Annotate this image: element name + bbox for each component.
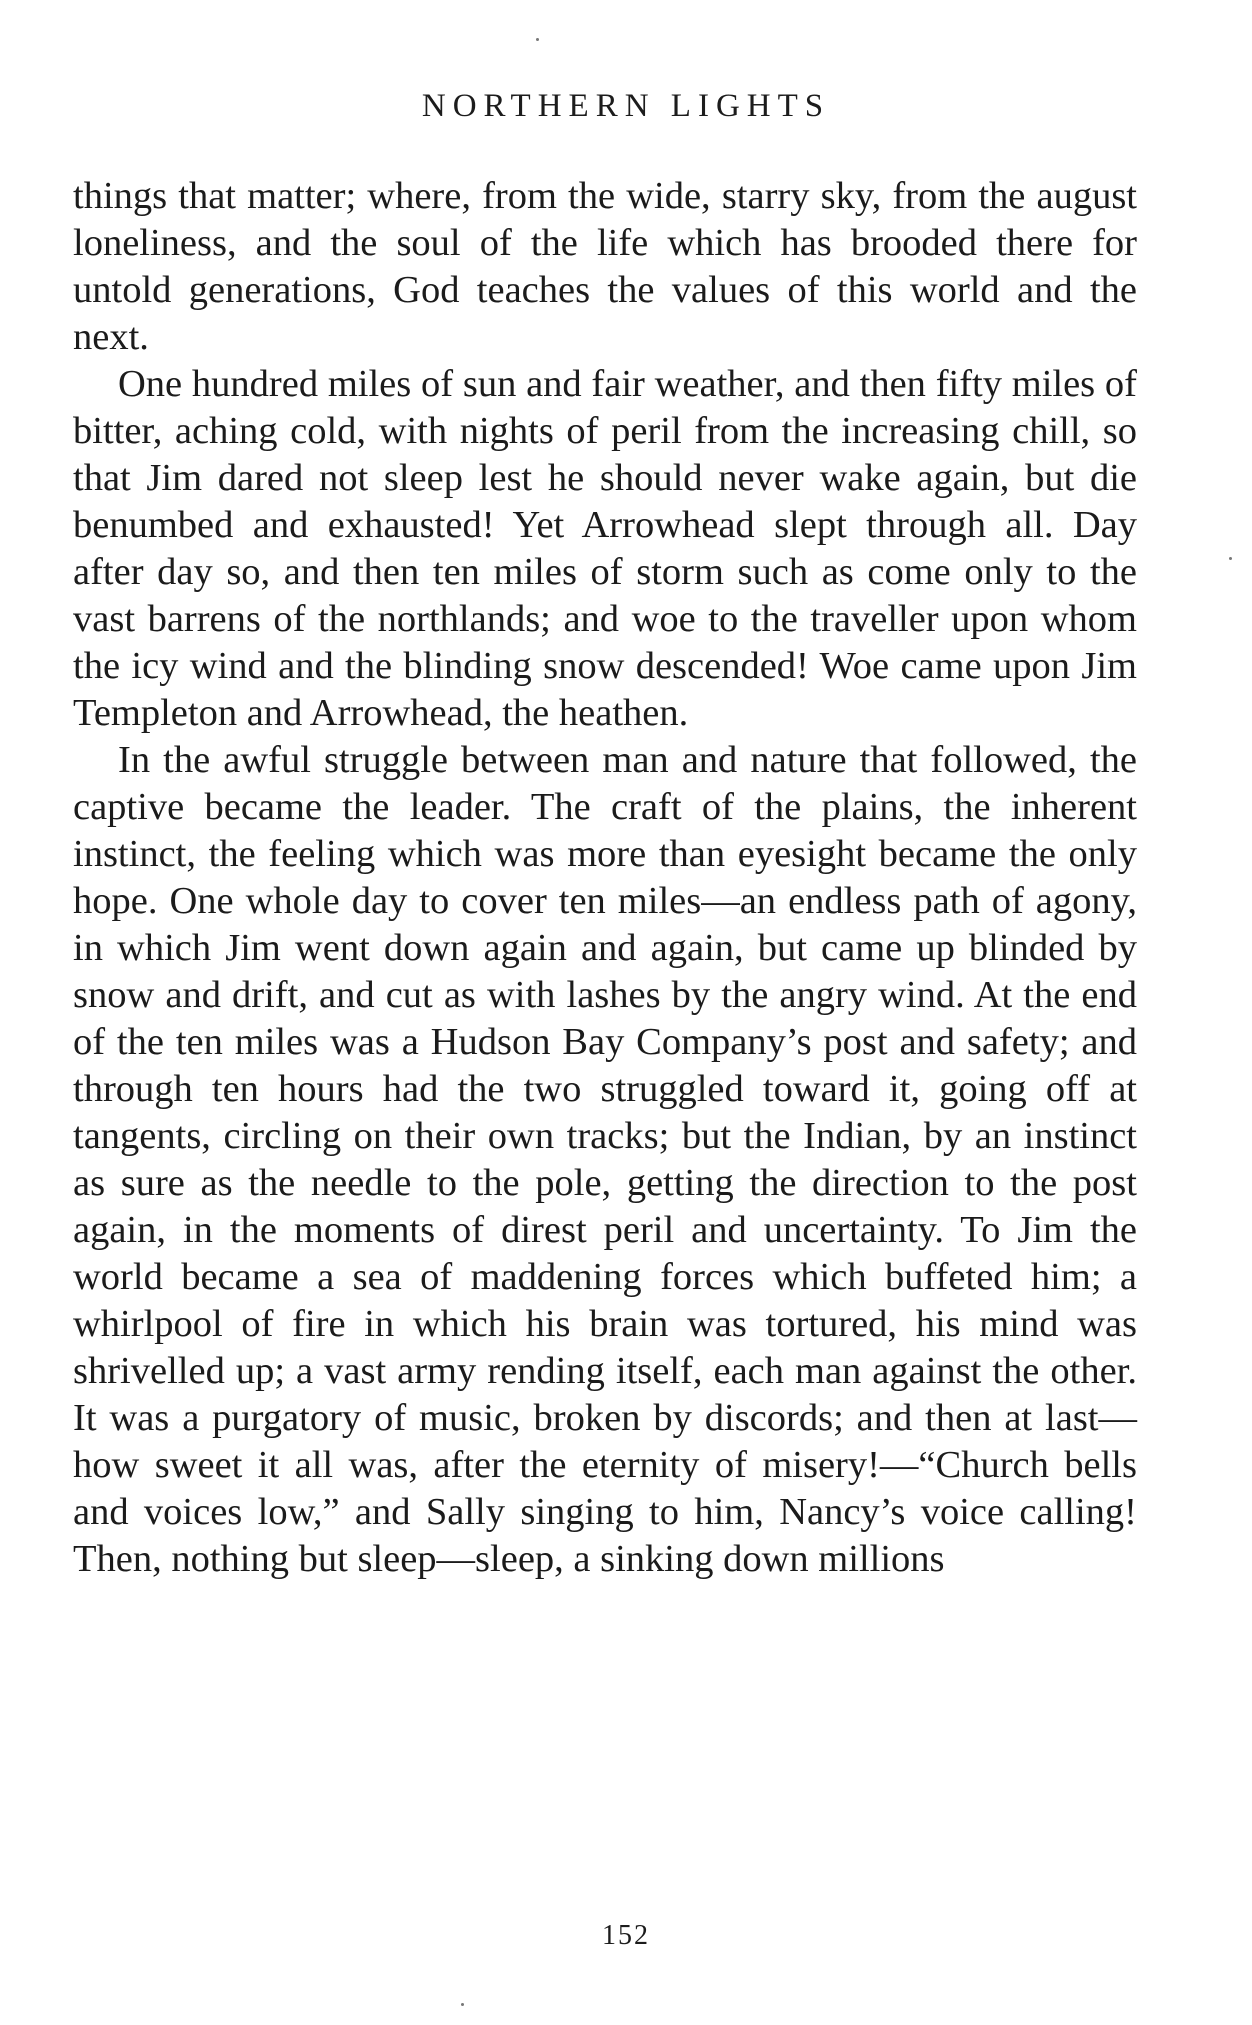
paragraph-journey: One hundred miles of sun and fair weather, and then fifty miles of bitter, aching cold, with nights of peril from the increasing chill, so that Jim dared not sleep lest he should never wake again, but die benumbed and exhausted! Yet Arrowhead slept through all. Day after day so, and then ten miles of storm such as come only to the vast barrens of the northlands; and woe to the traveller upon whom the icy wind and the blinding snow descended! Woe came upon Jim Templeton and Arrowhead, the heathen. [73,363,1137,734]
running-head: NORTHERN LIGHTS [421,88,831,124]
page-number: 152 [602,1920,650,1951]
paragraph-continuation: things that matter; where, from the wide, starry sky, from the august loneliness, and the soul of the life which has brooded there for untold generations, God teaches the values of this world and the next. [73,175,1137,358]
paragraph-struggle: In the awful struggle between man and nature that followed, the captive became the leader. The craft of the plains, the inherent instinct, the feeling which was more than eyesight became the only hope. One whole day to cover ten miles—an endless path of agony, in which Jim went down again and again, but came up blinded by snow and drift, and cut as with lashes by the angry wind. At the end of the ten miles was a Hudson Bay Company’s post and safety; and through ten hours had the two struggled toward it, going off at tangents, circling on their own tracks; but the Indian, by an instinct as sure as the needle to the pole, getting the direction to the post again, in the moments of direst peril and uncertainty. To Jim the world became a sea of maddening forces which buffeted him; a whirlpool of fire in which his brain was tortured, his mind was shrivelled up; a vast army rending itself, each man against the other. It was a purgatory of music, broken by discords; and then at last—how sweet it all was, after the eternity of misery!—“Church bells and voices low,” and Sally singing to him, Nancy’s voice calling! Then, nothing but sleep—sleep, a sinking down millions [73,739,1137,1580]
paper-speck [461,2003,464,2006]
body-text [73,173,1137,1583]
paper-speck [536,38,539,41]
paper-speck [1229,557,1232,560]
